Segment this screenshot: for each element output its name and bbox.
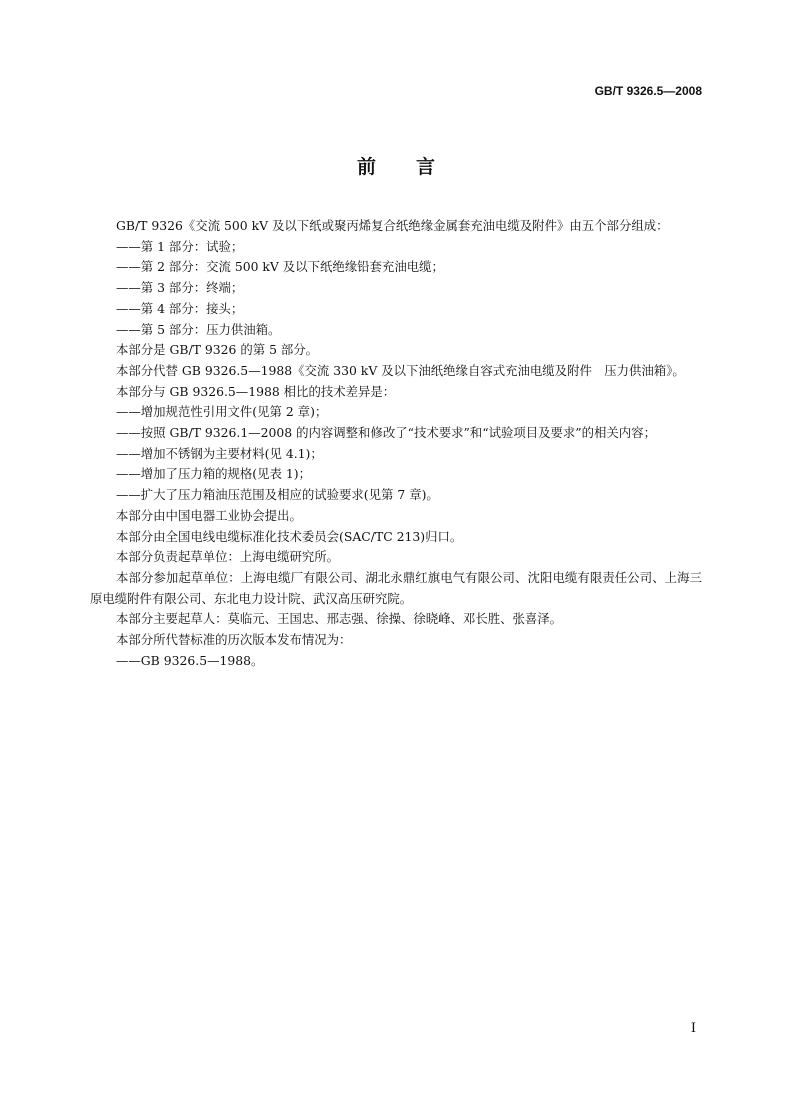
list-item: ——第 5 部分：压力供油箱。 [116, 321, 281, 337]
paragraph: 本部分代替 GB 9326.5—1988《交流 330 kV 及以下油纸绝缘自容式充油电缆及附件 压力供油箱》。 [116, 362, 685, 378]
list-item: ——第 2 部分：交流 500 kV 及以下纸绝缘铅套充油电缆； [116, 259, 444, 275]
paragraph: 本部分所代替标准的历次版本发布情况为： [116, 632, 352, 648]
list-item: ——增加了压力箱的规格(见表 1)； [116, 466, 311, 482]
standard-code: GB/T 9326.5—2008 [594, 84, 702, 98]
paragraph: 本部分负责起草单位：上海电缆研究所。 [116, 549, 340, 565]
paragraph: 本部分由中国电器工业协会提出。 [116, 507, 302, 523]
list-item: ——增加不锈钢为主要材料(见 4.1)； [116, 445, 323, 461]
list-item: ——第 1 部分：试验； [116, 238, 244, 254]
list-item: ——第 3 部分：终端； [116, 280, 244, 296]
paragraph: 本部分是 GB/T 9326 的第 5 部分。 [116, 342, 319, 358]
list-item: ——GB 9326.5—1988。 [116, 652, 264, 668]
paragraph: 本部分与 GB 9326.5—1988 相比的技术差异是： [116, 383, 396, 399]
list-item: ——增加规范性引用文件(见第 2 章)； [116, 404, 328, 420]
paragraph: GB/T 9326《交流 500 kV 及以下纸或聚丙烯复合纸绝缘金属套充油电缆及附件》由五个部分组成： [116, 218, 669, 233]
paragraph: 本部分参加起草单位：上海电缆厂有限公司、湖北永鼎红旗电气有限公司、沈阳电缆有限责任公司、上海三原电缆附件有限公司、东北电力设计院、武汉高压研究院。 [90, 569, 702, 606]
page-title: 前言 [356, 156, 475, 178]
list-item: ——按照 GB/T 9326.1—2008 的内容调整和修改了“技术要求”和“试验项目及要求”的相关内容； [116, 425, 656, 441]
paragraph: 本部分主要起草人：莫临元、王国忠、邢志强、徐操、徐晓峰、邓长胜、张喜泽。 [116, 611, 563, 627]
paragraph: 本部分由全国电线电缆标准化技术委员会(SAC/TC 213)归口。 [116, 528, 463, 544]
list-item: ——第 4 部分：接头； [116, 300, 244, 316]
page-number: I [690, 1021, 696, 1036]
foreword-body [90, 216, 702, 671]
list-item: ——扩大了压力箱油压范围及相应的试验要求(见第 7 章)。 [116, 487, 439, 503]
